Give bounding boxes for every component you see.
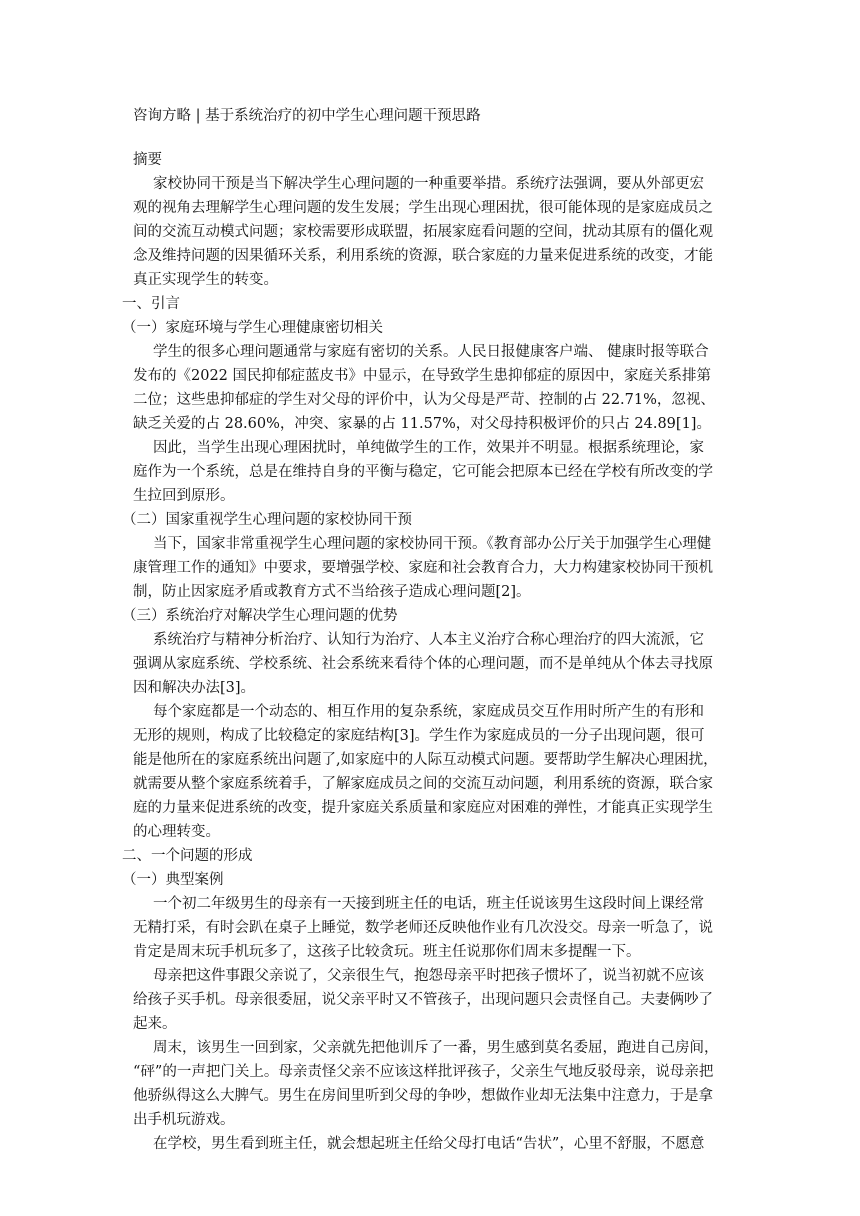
text-line: 庭作为一个系统，总是在维持自身的平衡与稳定，它可能会把原本已经在学校有所改变的学: [133, 464, 713, 480]
text-line: 给孩子买手机。母亲很委屈，说父亲平时又不管孩子，出现问题只会责怪自己。夫妻俩吵了: [133, 992, 713, 1008]
text-line: 因此，当学生出现心理困扰时，单纯做学生的工作，效果并不明显。根据系统理论，家: [153, 440, 704, 456]
text-line: 缺乏关爱的占 28.60%，冲突、家暴的占 11.57%，对父母持积极评价的只占 24.89[1]。: [133, 416, 711, 432]
section-heading: 二、一个问题的形成: [122, 848, 253, 864]
text-line: 一个初二年级男生的母亲有一天接到班主任的电话，班主任说该男生这段时间上课经常: [153, 896, 704, 912]
section-heading: 一、引言: [122, 296, 180, 312]
text-line: 起来。: [133, 1016, 177, 1032]
text-line: 家校协同干预是当下解决学生心理问题的一种重要举措。系统疗法强调，要从外部更宏: [153, 176, 704, 192]
subsection-heading: （三）系统治疗对解决学生心理问题的优势: [122, 608, 398, 624]
text-line: 在学校，男生看到班主任，就会想起班主任给父母打电话“告状”，心里不舒服，不愿意: [153, 1136, 705, 1152]
text-line: 二位；这些患抑郁症的学生对父母的评价中，认为父母是严苛、控制的占 22.71%，忽视、: [133, 392, 715, 408]
article-title: 咨询方略 | 基于系统治疗的初中学生心理问题干预思路: [133, 108, 481, 124]
text-line: 间的交流互动模式问题；家校需要形成联盟，拓展家庭看问题的空间，扰动其原有的僵化观: [133, 224, 713, 240]
text-line: “砰”的一声把门关上。母亲责怪父亲不应该这样批评孩子，父亲生气地反驳母亲，说母亲把: [133, 1064, 714, 1080]
text-line: 无精打采，有时会趴在桌子上睡觉，数学老师还反映他作业有几次没交。母亲一听急了，说: [133, 920, 713, 936]
text-line: 就需要从整个家庭系统着手，了解家庭成员之间的交流互动问题，利用系统的资源，联合家: [133, 776, 713, 792]
text-line: 能是他所在的家庭系统出问题了,如家庭中的人际互动模式问题。要帮助学生解决心理困扰，: [133, 752, 718, 768]
text-line: 真正实现学生的转变。: [133, 272, 278, 288]
subsection-heading: （二）国家重视学生心理问题的家校协同干预: [122, 512, 412, 528]
text-line: 出手机玩游戏。: [133, 1112, 235, 1128]
text-line: 制，防止因家庭矛盾或教育方式不当给孩子造成心理问题[2]。: [133, 584, 531, 600]
text-line: 周末，该男生一回到家，父亲就先把他训斥了一番，男生感到莫名委屈，跑进自己房间，: [153, 1040, 719, 1056]
text-line: 当下，国家非常重视学生心理问题的家校协同干预。《教育部办公厅关于加强学生心理健: [153, 536, 712, 552]
text-line: 肯定是周末玩手机玩多了，这孩子比较贪玩。班主任说那你们周末多提醒一下。: [133, 944, 641, 960]
text-line: 系统治疗与精神分析治疗、认知行为治疗、人本主义治疗合称心理治疗的四大流派，它: [153, 632, 704, 648]
text-line: 康管理工作的通知》中要求，要增强学校、家庭和社会教育合力，大力构建家校协同干预机: [133, 560, 713, 576]
subsection-heading: （一）家庭环境与学生心理健康密切相关: [122, 320, 383, 336]
text-line: 因和解决办法[3]。: [133, 680, 256, 696]
text-line: 念及维持问题的因果循环关系，利用系统的资源，联合家庭的力量来促进系统的改变，才能: [133, 248, 713, 264]
subsection-heading: （一）典型案例: [122, 872, 224, 888]
text-line: 母亲把这件事跟父亲说了，父亲很生气，抱怨母亲平时把孩子惯坏了，说当初就不应该: [153, 968, 704, 984]
text-line: 无形的规则，构成了比较稳定的家庭结构[3]。学生作为家庭成员的一分子出现问题，很可: [133, 728, 705, 744]
text-line: 的心理转变。: [133, 824, 220, 840]
text-line: 学生的很多心理问题通常与家庭有密切的关系。人民日报健康客户端、 健康时报等联合: [153, 344, 709, 360]
text-line: 他骄纵得这么大脾气。男生在房间里听到父母的争吵，想做作业却无法集中注意力，于是拿: [133, 1088, 713, 1104]
text-line: 发布的《2022 国民抑郁症蓝皮书》中显示，在导致学生患抑郁症的原因中，家庭关系排第: [133, 368, 712, 384]
text-line: 每个家庭都是一个动态的、相互作用的复杂系统，家庭成员交互作用时所产生的有形和: [153, 704, 704, 720]
text-line: 观的视角去理解学生心理问题的发生发展；学生出现心理困扰，很可能体现的是家庭成员之: [133, 200, 713, 216]
text-line: 强调从家庭系统、学校系统、社会系统来看待个体的心理问题，而不是单纯从个体去寻找原: [133, 656, 713, 672]
text-line: 庭的力量来促进系统的改变，提升家庭关系质量和家庭应对困难的弹性，才能真正实现学生: [133, 800, 713, 816]
text-line: 摘要: [133, 152, 162, 168]
article-body: [122, 148, 736, 1156]
text-line: 生拉回到原形。: [133, 488, 235, 504]
